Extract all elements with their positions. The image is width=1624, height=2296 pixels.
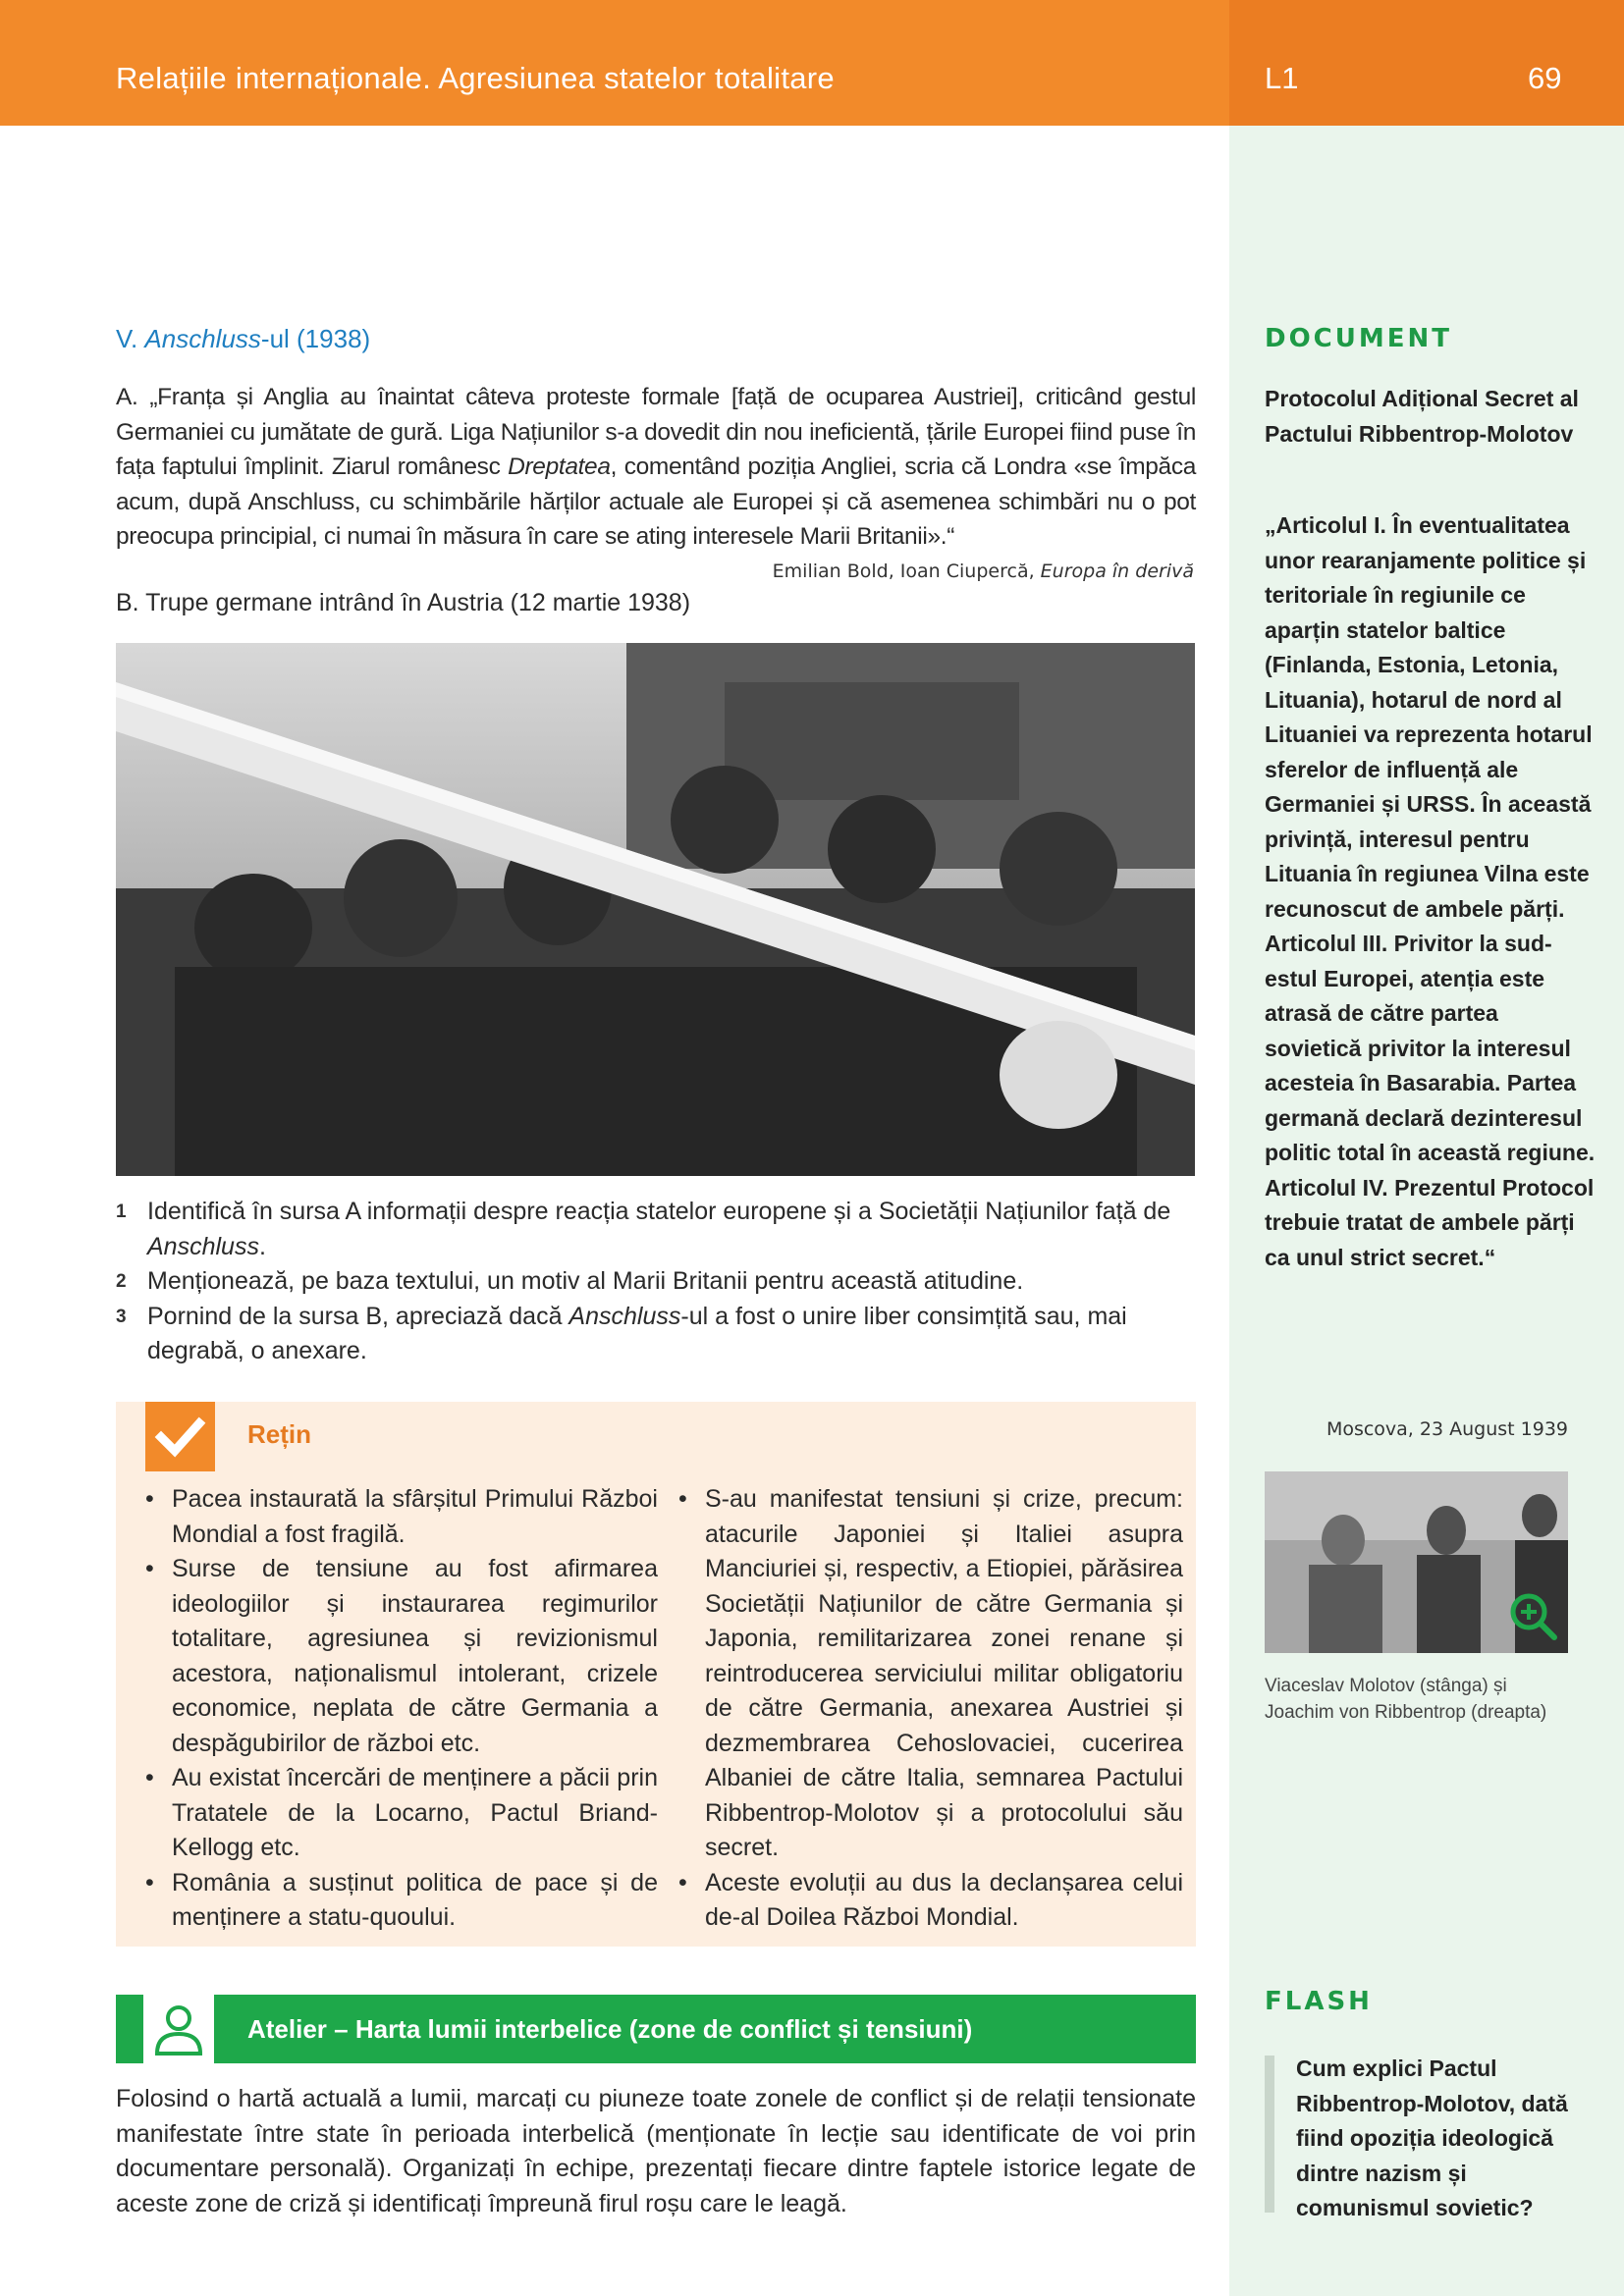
question-item: 2 Menționează, pe baza textului, un motiv al Marii Britanii pentru această atitudine. bbox=[116, 1267, 1024, 1295]
zoom-in-icon[interactable] bbox=[1505, 1588, 1560, 1643]
source-b-caption: B. Trupe germane intrând în Austria (12 martie 1938) bbox=[116, 589, 691, 616]
source-a-text: A. „Franța și Anglia au înaintat câteva proteste formale [față de ocuparea Austriei], criticând gestul Germaniei cu jumătate de gură. Liga Națiunilor s-a dovedit din nou ineficientă, țările Europei fiind puse în fața faptului împlinit. Ziarul românesc Dreptatea, comentând poziția Angliei, scria că Londra «se împăca acum, după Anschluss, cu schimbările hărților actuale ale Europei și că asemenea schimbări nu o pot preocupa principial, ci numai în măsura în care se ating interesele Marii Britanii».“ bbox=[116, 384, 1196, 550]
person-icon bbox=[116, 1995, 214, 2063]
atelier-title: Atelier – Harta lumii interbelice (zone de conflict și tensiuni) bbox=[247, 2014, 973, 2044]
atelier-header-bar bbox=[116, 1995, 1196, 2063]
lesson-number: L1 bbox=[1265, 61, 1299, 95]
document-label: DOCUMENT bbox=[1265, 324, 1453, 353]
retin-bullet: • Aceste evoluții au dus la declanșarea celui de-al Doilea Război Mondial. bbox=[673, 1866, 1183, 1936]
source-a-citation: Emilian Bold, Ioan Ciupercă, Europa în derivă bbox=[772, 561, 1194, 582]
flash-question: Cum explici Pactul Ribbentrop-Molotov, dată fiind opoziția ideologică dintre nazism și comunismul sovietic? bbox=[1296, 2056, 1568, 2220]
retin-left-column bbox=[139, 1482, 658, 1936]
retin-bullet: • Au existat încercări de menținere a păcii prin Tratatele de la Locarno, Pactul Briand-Kellogg etc. bbox=[139, 1761, 658, 1866]
retin-bullet: • Surse de tensiune au fost afirmarea ideologiilor și instaurarea regimurilor totalitare, agresiunea și revizionismul acestora, naționalismul intolerant, crizele economice, neplata de către Germania a despăgubirilor de război etc. bbox=[139, 1552, 658, 1761]
photo-caption: Viaceslav Molotov (stânga) și Joachim von Ribbentrop (dreapta) bbox=[1265, 1676, 1547, 1723]
section-title: V. Anschluss-ul (1938) bbox=[116, 324, 371, 353]
atelier-text: Folosind o hartă actuală a lumii, marcați cu piuneze toate zonele de conflict și de relații tensionate manifestate între state în perioada interbelică (menționate în lecție sau identificate de voi prin documentare personală). Organizați în echipe, prezentați fiecare dintre faptele istorice legate de aceste zone de criză și identificați împreună firul roșu care le leagă. bbox=[116, 2085, 1196, 2217]
question-item: 3 Pornind de la sursa B, apreciază dacă Anschluss-ul a fost o unire liber consimțită sau, mai degrabă, o anexare. bbox=[116, 1302, 1127, 1364]
document-title: Protocolul Adițional Secret al Pactului Ribbentrop-Molotov bbox=[1265, 386, 1579, 447]
page-number: 69 bbox=[1528, 61, 1562, 95]
question-item: 1 Identifică în sursa A informații despre reacția statelor europene și a Societății Națiunilor față de Anschluss. bbox=[116, 1198, 1171, 1260]
document-paragraph: „Articolul I. În eventualitatea unor rearanjamente politice și teritoriale în regiunile ce aparțin statelor baltice (Finlanda, Estonia, Letonia, Lituania), hotarul de nord al Lituaniei va reprezenta hotarul sferelor de influență ale Germaniei și URSS. În această privință, interesul pentru Lituania în regiunea Vilna este recunoscut de ambele părți. bbox=[1265, 512, 1593, 922]
document-citation: Moscova, 23 August 1939 bbox=[1326, 1418, 1568, 1440]
molotov-ribbentrop-photo[interactable] bbox=[1265, 1471, 1568, 1653]
document-text bbox=[1265, 508, 1598, 1275]
header-title: Relațiile internaționale. Agresiunea statelor totalitare bbox=[116, 61, 835, 95]
flash-label: FLASH bbox=[1265, 1987, 1373, 2016]
page-header bbox=[0, 0, 1229, 126]
retin-bullet: • S-au manifestat tensiuni și crize, precum: atacurile Japoniei și Italiei asupra Manciuriei și, respectiv, a Etiopiei, părăsirea Societății Națiunilor de către Germania și Japonia, remilitarizarea zonei renane și reintroducerea serviciului militar obligatoriu de către Germania, anexarea Austriei și dezmembrarea Cehoslovaciei, cucerirea Albaniei de către Italia, semnarea Pactului Ribbentrop-Molotov și a protocolului său secret. bbox=[673, 1482, 1183, 1866]
photo-illustration bbox=[116, 643, 1195, 1176]
retin-summary-box bbox=[116, 1402, 1196, 1947]
document-paragraph: Articolul IV. Prezentul Protocol trebuie tratat de ambele părți ca unul strict secret.“ bbox=[1265, 1174, 1595, 1270]
retin-bullet: • România a susținut politica de pace și de menținere a statu-quoului. bbox=[139, 1866, 658, 1936]
checkmark-icon bbox=[145, 1402, 215, 1471]
questions-list bbox=[116, 1195, 1196, 1369]
document-paragraph: Articolul III. Privitor la sud-estul Europei, atenția este atrasă de către partea sovietică privitor la interesul acesteia în Basarabia. Partea germană declară dezinteresul politic total în această regiune. bbox=[1265, 931, 1596, 1165]
retin-title: Rețin bbox=[247, 1419, 311, 1449]
retin-bullet: • Pacea instaurată la sfârșitul Primului Război Mondial a fost fragilă. bbox=[139, 1482, 658, 1552]
historical-photo-troops-border-barrier bbox=[116, 643, 1195, 1176]
retin-right-column bbox=[673, 1482, 1183, 1936]
